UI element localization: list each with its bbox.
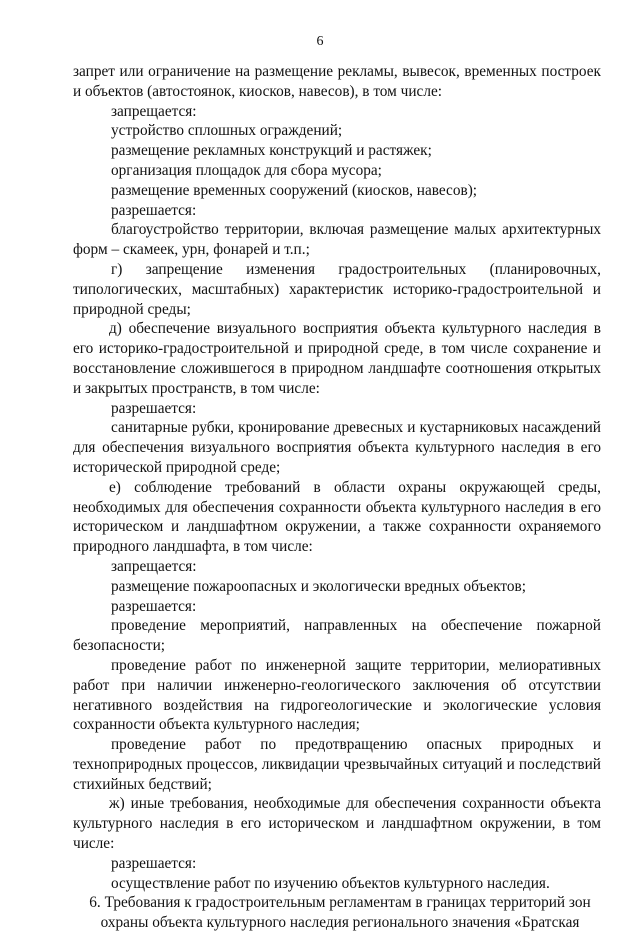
paragraph-item-d: д) обеспечение визуального восприятия объекта культурного наследия в его историко-градостроительной и природной среде, в том числе сохранение и восстановление сложившегося в природном ландшафте соотношения открытых и закрытых пространств, в том числе:	[73, 320, 601, 397]
paragraph-engineering-protection: проведение работ по инженерной защите территории, мелиоративных работ при наличии инженерно-геологического заключения об отсутствии негативного воздействия на гидрогеологические и экологические условия сохранности объекта культурного наследия;	[73, 656, 601, 734]
paragraph-sanitary-cutting: санитарные рубки, кронирование древесных и кустарниковых насаждений для обеспечения визуального восприятия объекта культурного наследия в его исторической природной среде;	[73, 419, 601, 476]
paragraph-fire-safety: проведение мероприятий, направленных на обеспечение пожарной безопасности;	[73, 617, 601, 655]
paragraph-landscaping: благоустройство территории, включая размещение малых архитектурных форм – скамеек, урн, фонарей и т.п.;	[73, 221, 601, 259]
paragraph-permitted-label: разрешается:	[111, 399, 197, 417]
paragraph-prohibited-label: запрещается:	[111, 557, 197, 575]
section-6-heading: 6. Требования к градостроительным регламентам в границах территорий зон охраны объекта культурного наследия регионального значения «Братская	[89, 894, 591, 932]
paragraph-hazardous-objects: размещение пожароопасных и экологически вредных объектов;	[111, 577, 527, 595]
document-body	[73, 62, 601, 933]
paragraph-ad-structures: размещение рекламных конструкций и растяжек;	[111, 142, 432, 160]
paragraph-permitted-label: разрешается:	[111, 597, 197, 615]
paragraph-heritage-research: осуществление работ по изучению объектов культурного наследия.	[111, 874, 550, 892]
paragraph-item-g: г) запрещение изменения градостроительных (планировочных, типологических, масштабных) характеристик историко-градостроительной и природной среды;	[73, 260, 601, 318]
paragraph-prohibited-label: запрещается:	[111, 102, 197, 120]
paragraph-garbage-sites: организация площадок для сбора мусора;	[111, 161, 382, 179]
paragraph-permitted-label: разрешается:	[111, 854, 197, 872]
paragraph-temporary-structures: размещение временных сооружений (киосков, навесов);	[111, 181, 478, 199]
paragraph-item-zh: ж) иные требования, необходимые для обеспечения сохранности объекта культурного наследия в его историческом и ландшафтном окружении, в том числе:	[73, 795, 601, 853]
paragraph-solid-fences: устройство сплошных ограждений;	[111, 122, 343, 140]
paragraph-permitted-label: разрешается:	[111, 201, 197, 219]
paragraph-hazard-prevention: проведение работ по предотвращению опасных природных и техноприродных процессов, ликвидации чрезвычайных ситуаций и последствий стихийных бедствий;	[73, 736, 601, 793]
paragraph-item-e: е) соблюдение требований в области охраны окружающей среды, необходимых для обеспечения сохранности объекта культурного наследия в его историческом и ландшафтном окружении, а также сохранности охраняемого природного ландшафта, в том числе:	[73, 478, 601, 556]
page-number: 6	[316, 34, 324, 49]
paragraph-advertising-restriction: запрет или ограничение на размещение рекламы, вывесок, временных построек и объектов (автостоянок, киосков, навесов), в том числе:	[73, 63, 601, 100]
